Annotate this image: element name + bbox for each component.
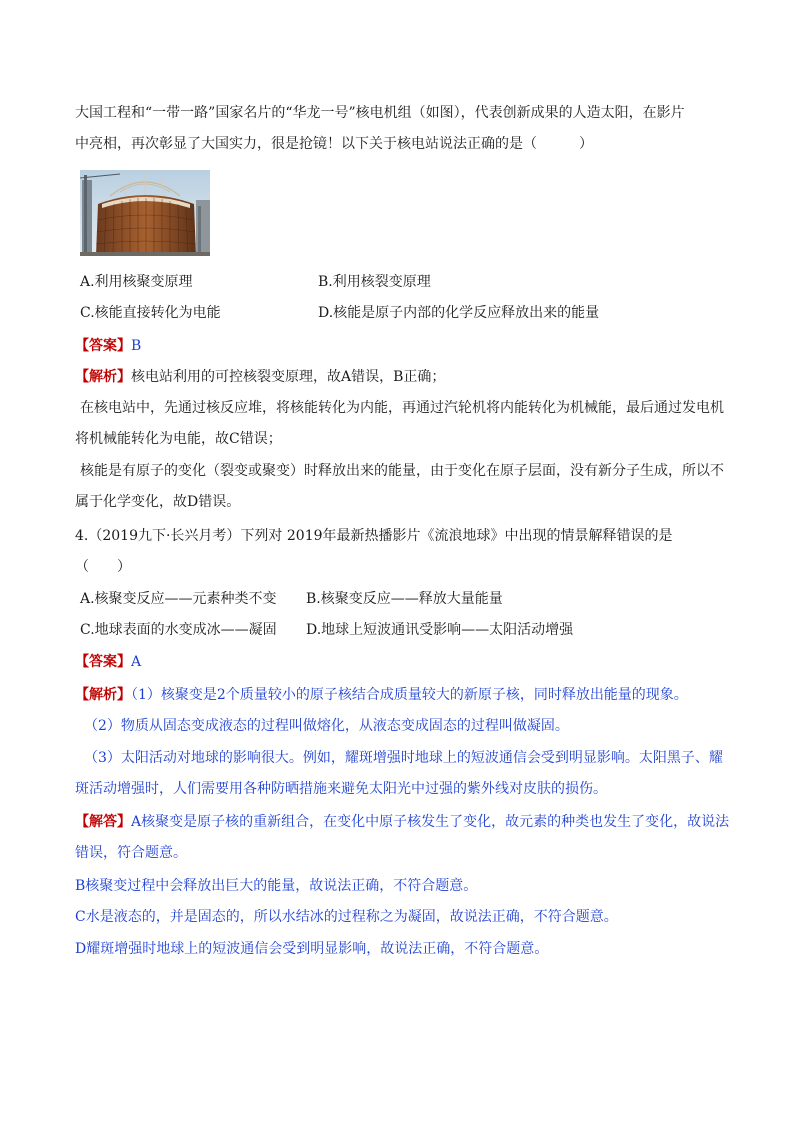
q3-stem-line-2: 中亮相，再次彰显了大国实力，很是抢镜！以下关于核电站说法正确的是（ ）: [75, 136, 593, 152]
q3-answer-value: B: [131, 338, 142, 354]
q4-solution-line-2: 错误，符合题意。: [75, 845, 187, 861]
q4-answer-row: [75, 652, 141, 672]
q4-option-b: B.核聚变反应——释放大量能量: [306, 591, 503, 607]
q3-analysis-line-2: 在核电站中，先通过核反应堆，将核能转化为内能，再通过汽轮机将内能转化为机械能，最后通过发电机: [80, 400, 724, 416]
q4-solution-row: [75, 812, 729, 832]
q4-analysis-line-2: （2）物质从固态变成液态的过程叫做熔化，从液态变成固态的过程叫做凝固。: [84, 718, 569, 734]
q3-analysis-row: [75, 367, 445, 387]
q4-stem-line-1: 4.（2019九下·长兴月考）下列对 2019年最新热播影片《流浪地球》中出现的情景解释错误的是: [75, 528, 673, 544]
q4-option-c: C.地球表面的水变成冰——凝固: [80, 622, 277, 638]
q3-option-a: A.利用核聚变原理: [80, 274, 193, 290]
q4-solution-tag: 【解答】: [75, 814, 131, 830]
q3-stem-line-1: 大国工程和“一带一路”国家名片的“华龙一号”核电机组（如图），代表创新成果的人造太阳，在影片: [75, 105, 685, 121]
q3-analysis-line-5: 属于化学变化，故D错误。: [75, 494, 241, 510]
q3-option-c: C.核能直接转化为电能: [80, 305, 221, 321]
q4-analysis-row: [75, 685, 688, 705]
q4-analysis-tag: 【解析】: [75, 687, 131, 703]
q4-option-a: A.核聚变反应——元素种类不变: [80, 591, 277, 607]
q3-analysis-tag: 【解析】: [75, 369, 131, 385]
q3-analysis-line-3: 将机械能转化为电能，故C错误；: [75, 431, 282, 447]
q4-stem-line-2: （ ）: [75, 559, 131, 575]
q4-analysis-line-1: （1）核聚变是2个质量较小的原子核结合成质量较大的新原子核，同时释放出能量的现象。: [131, 687, 688, 703]
q4-answer-value: A: [131, 654, 142, 670]
q3-answer-tag: 【答案】: [75, 338, 131, 354]
nuclear-plant-photo: [80, 170, 210, 256]
q3-answer-row: [75, 336, 141, 356]
q4-analysis-line-3: （3）太阳活动对地球的影响很大。例如，耀斑增强时地球上的短波通信会受到明显影响。太阳黑子、耀: [84, 750, 723, 766]
nuclear-dome-illustration: [80, 170, 210, 256]
q4-solution-line-1: A核聚变是原子核的重新组合，在变化中原子核发生了变化，故元素的种类也发生了变化，故说法: [131, 814, 730, 830]
q4-answer-tag: 【答案】: [75, 654, 131, 670]
q4-solution-line-4: C水是液态的，并是固态的，所以水结冰的过程称之为凝固，故说法正确，不符合题意。: [75, 909, 618, 925]
q4-solution-line-3: B核聚变过程中会释放出巨大的能量，故说法正确，不符合题意。: [75, 878, 478, 894]
q4-analysis-line-4: 斑活动增强时，人们需要用各种防晒措施来避免太阳光中过强的紫外线对皮肤的损伤。: [75, 781, 607, 797]
q3-option-d: D.核能是原子内部的化学反应释放出来的能量: [318, 305, 600, 321]
q4-solution-line-5: D耀斑增强时地球上的短波通信会受到明显影响，故说法正确，不符合题意。: [75, 941, 549, 957]
q4-option-d: D.地球上短波通讯受影响——太阳活动增强: [306, 622, 574, 638]
q3-analysis-line-4: 核能是有原子的变化（裂变或聚变）时释放出来的能量，由于变化在原子层面，没有新分子生成，所以不: [80, 463, 724, 479]
q3-analysis-line-1: 核电站利用的可控核裂变原理，故A错误，B正确；: [131, 369, 446, 385]
q3-option-b: B.利用核裂变原理: [318, 274, 431, 290]
